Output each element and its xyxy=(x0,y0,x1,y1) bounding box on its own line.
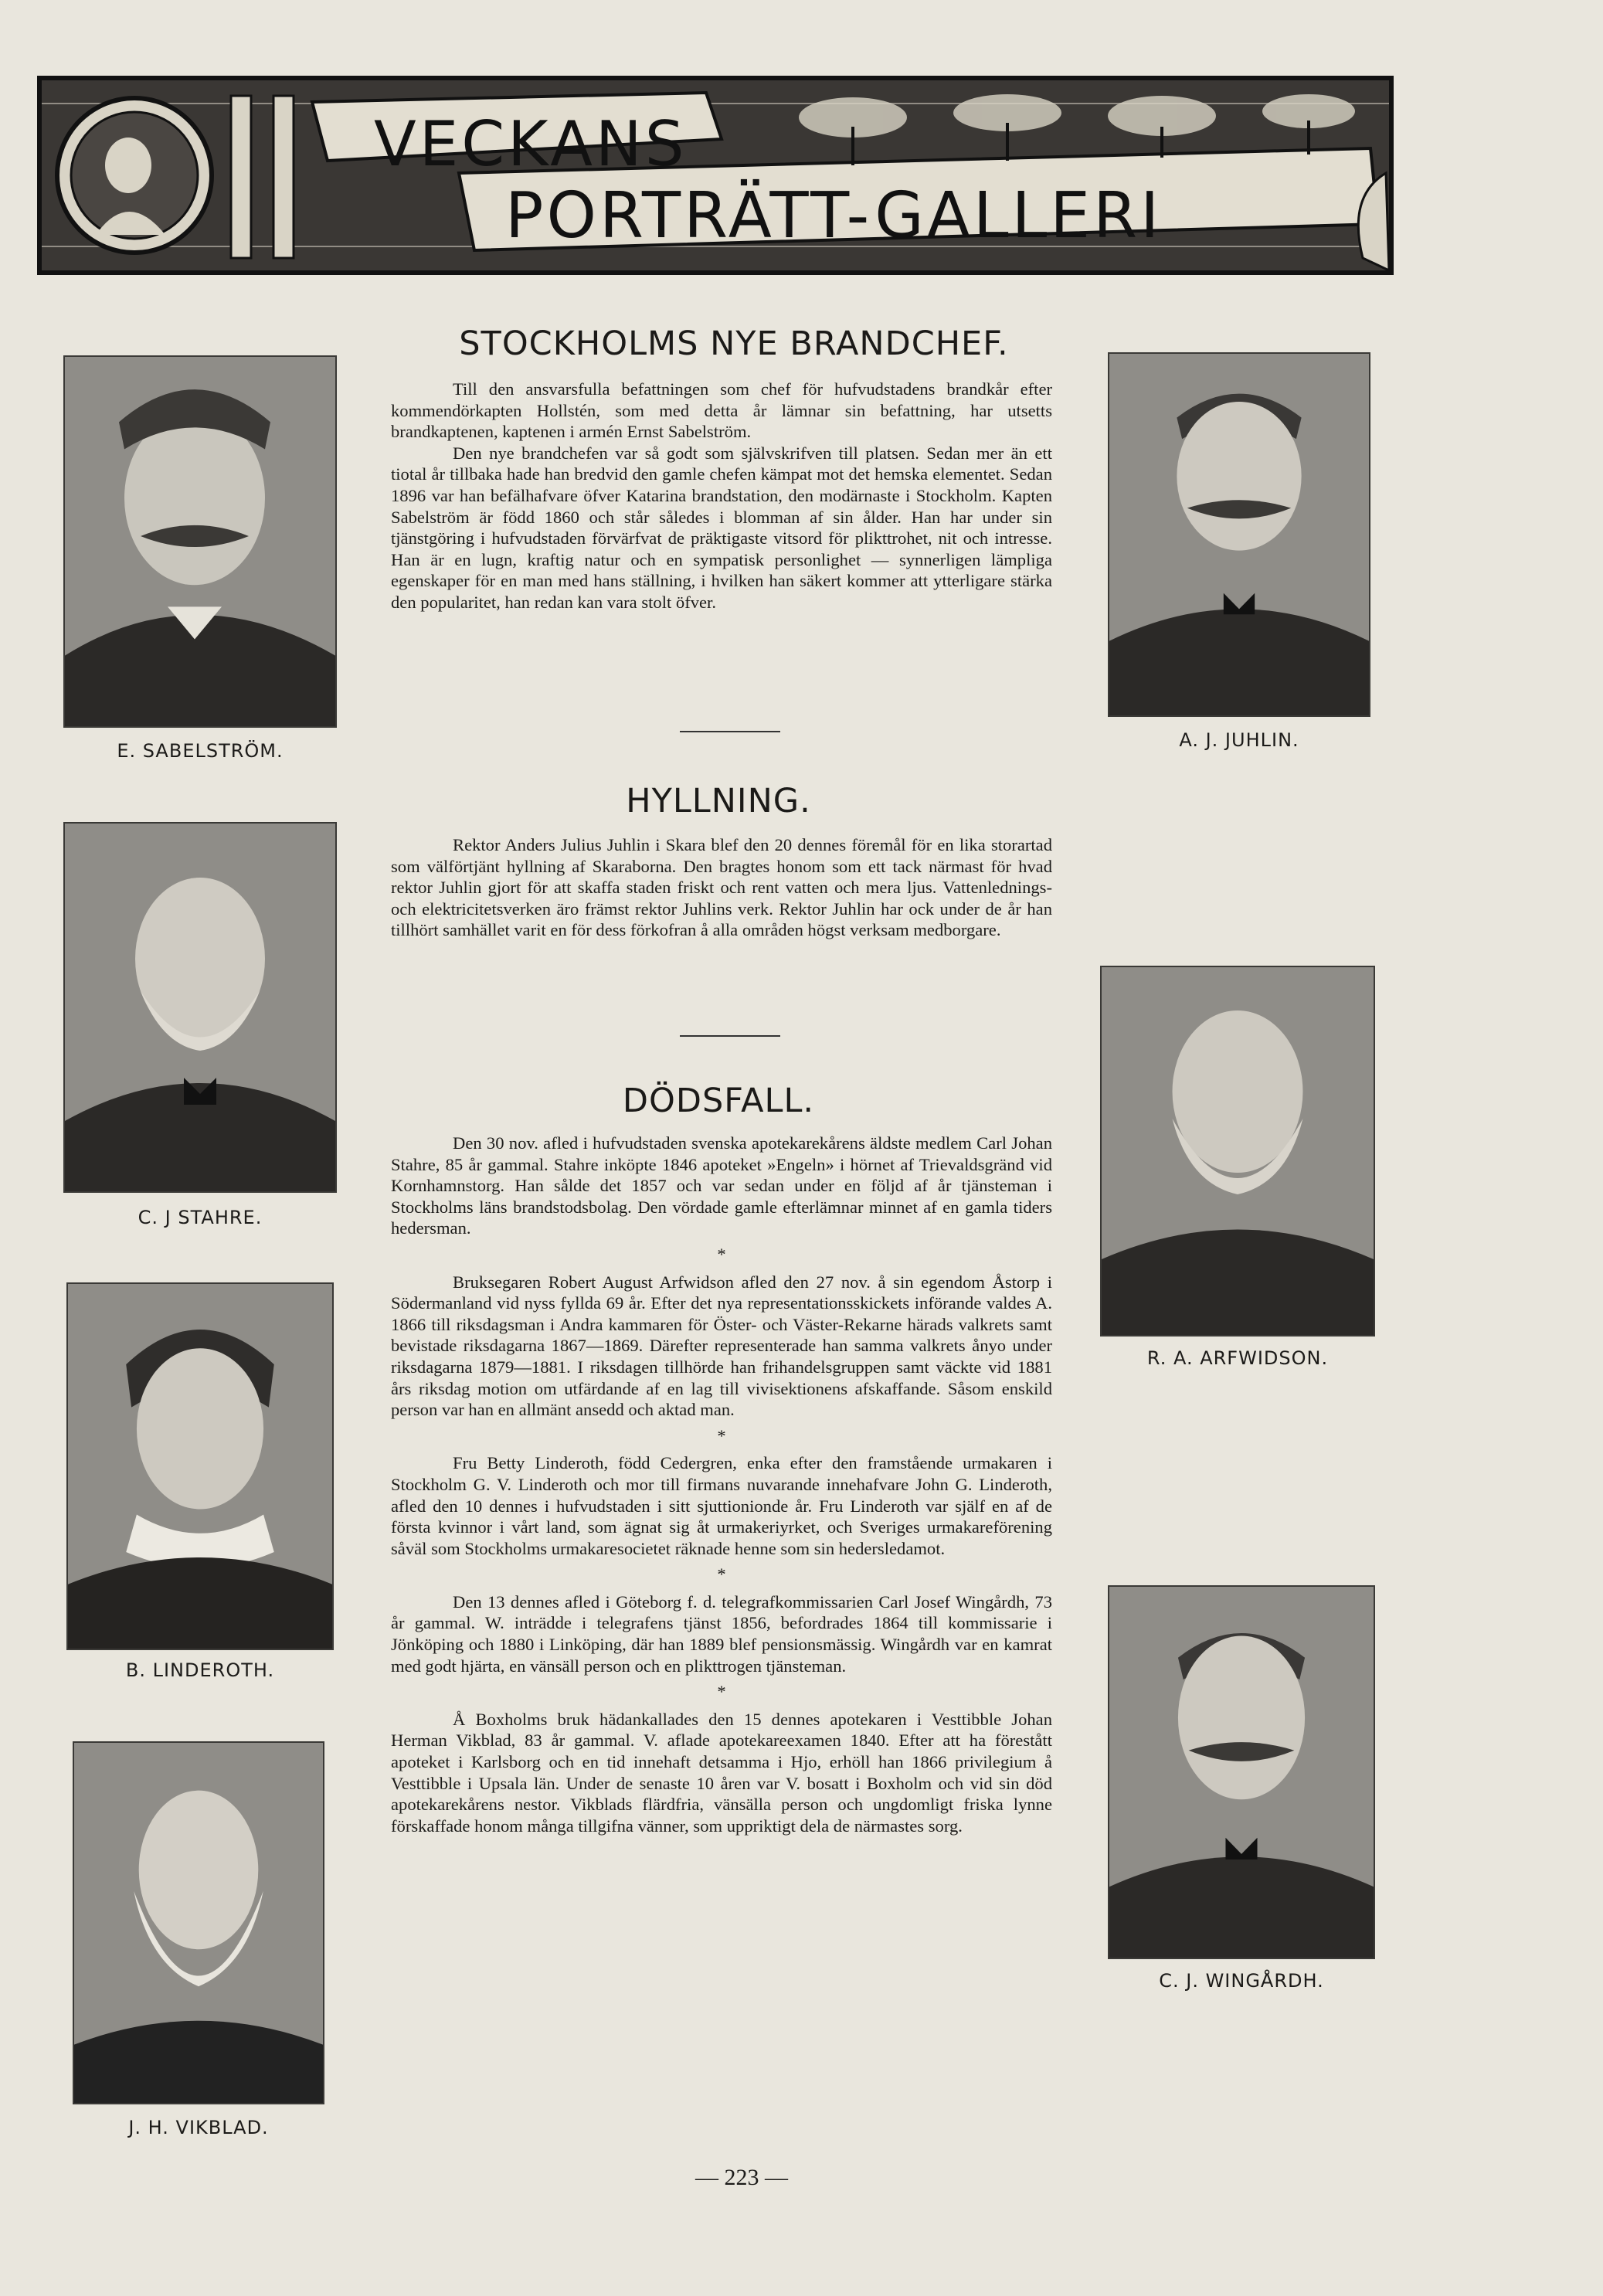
article-heading-hyllning: HYLLNING. xyxy=(626,782,811,820)
article-heading-dodsfall: DÖDSFALL. xyxy=(622,1082,815,1120)
separator-star: * xyxy=(717,1564,726,1584)
paragraph: Den nye brandchefen var så godt som självskrifven till platsen. Sedan mer än ett tiotal år tillbaka hade han bredvid den gamle chefen kämpat mot det hemska elementet. Sedan 1896 var han befälhafvare öfver Katarina brandstation, den modärnaste i Stockholm. Kapten Sabelström är född 1860 och står således i blomman af sin ålder. Han har under sin tjänstgöring i hufvudstaden förvärfvat de präktigaste vitsord för plikttrohet, nit och intresse. Han är en lugn, kraftig natur och en sympatisk personlighet — synnerligen lämpliga egenskaper för en man med hans ställning, i hvilken han säkert kommer att ytterligare stärka den popularitet, han redan kan vara stolt öfver. xyxy=(391,443,1052,612)
portrait-photo-wingardh xyxy=(1108,1585,1375,1959)
paragraph: Bruksegaren Robert August Arfwidson afled den 27 nov. å sin egendom Åstorp i Södermanland vid nyss fyllda 69 år. Efter det nya representationsskickets införande valdes A. 1866 till riksdagsman i Andra kammaren för Öster- och Väster-Rekarne härads valkrets samt bevistade riksdagarna 1867—1869. Därefter representerade han samma valkrets ånyo under riksdagarna 1879—1881. I riksdagen tillhörde han frihandelsgruppen samt väckte vid 1881 års riksdag motion om utfärdande af en lag till vivisektionens afskaffande. Såsom enskild person var han en allmänt ansedd och aktad man. xyxy=(391,1272,1052,1420)
masthead-title-line1: VECKANS xyxy=(374,108,688,180)
paragraph: Fru Betty Linderoth, född Cedergren, enka efter den framstående urmakaren i Stockholm G. V. Linderoth och mor till firmans nuvarande innehafvare John G. Linderoth, afled den 10 dennes i hufvudstaden i sitt sjuttionionde år. Fru Linderoth var själf en af de första kvinnor i vårt land, som ägnat sig åt urmakeriyrket, och Sveriges urmakareförening såväl som Stockholms urmakaresocietet räknade henne som sin hedersledamot. xyxy=(391,1453,1052,1558)
paragraph: Rektor Anders Julius Juhlin i Skara blef den 20 dennes föremål för en lika storartad som välförtjänt hyllning af Skaraborna. Den bragtes honom som ett tack närmast för hvad rektor Juhlin gjort för att skaffa staden friskt och rent vatten och mera ljus. Vattenlednings- och elektricitetsverken äro främst rektor Juhlins verk. Rektor Juhlin har ock under de år han tillhört samhället varit en för dess förkofran å alla områden högst verksam medborgare. xyxy=(391,835,1052,940)
portrait-photo-linderoth xyxy=(66,1282,334,1650)
masthead-title-line2: PORTRÄTT-GALLERI xyxy=(505,179,1163,253)
portrait-caption: E. SABELSTRÖM. xyxy=(117,740,284,762)
page-number: — 223 — xyxy=(695,2165,788,2190)
portrait-photo-arfwidson xyxy=(1100,966,1375,1337)
portrait-caption: B. LINDEROTH. xyxy=(125,1659,275,1681)
paragraph: Den 13 dennes afled i Göteborg f. d. telegrafkommissarien Carl Josef Wingårdh, 73 år gammal. W. inträdde i telegrafens tjänst 1856, befordrades 1864 till kommissarie i Jönköping och 1880 i Linköping, där han 1889 blef pensionsmässig. Wingårdh var en kamrat med godt hjärta, en vänsäll person och en plikttrogen tjänsteman. xyxy=(391,1591,1052,1676)
paragraph: Till den ansvarsfulla befattningen som chef för hufvudstadens brandkår efter kommendörkapten Hollstén, som med detta år lämnar sin befattning, har utsetts brandkaptenen, kaptenen i armén Ernst Sabelström. xyxy=(391,379,1052,442)
separator-star: * xyxy=(717,1425,726,1445)
portrait-photo-sabelstrom xyxy=(63,355,337,728)
portrait-photo-stahre xyxy=(63,822,337,1193)
portrait-photo-juhlin xyxy=(1108,352,1370,717)
portrait-caption: A. J. JUHLIN. xyxy=(1179,729,1299,751)
separator-star: * xyxy=(717,1244,726,1264)
portrait-caption: C. J. WINGÅRDH. xyxy=(1159,1970,1324,1992)
section-divider xyxy=(680,1035,780,1037)
article-body-dodsfall xyxy=(391,1133,1052,1836)
article-heading-brandchef: STOCKHOLMS NYE BRANDCHEF. xyxy=(459,324,1009,363)
portrait-caption: J. H. VIKBLAD. xyxy=(128,2117,269,2138)
article-body-hyllning xyxy=(391,834,1052,941)
portrait-photo-vikblad xyxy=(73,1741,324,2104)
separator-star: * xyxy=(717,1682,726,1702)
paragraph: Å Boxholms bruk hädankallades den 15 dennes apotekaren i Vesttibble Johan Herman Vikblad, 83 år gammal. V. aflade apotekareexamen 1840. Efter att ha förestått apoteket i Karlsborg och en tid innehaft detsamma i Hjo, erhöll han 1866 privilegium å Vesttibble i Upsala län. Under de senaste 10 åren var V. bosatt i Boxholm och vid sin död apotekarekårens nestor. Vikblads flärdfria, vänsälla person och ungdomligt friska lynne förskaffade honom många tillgifna vänner, som uppriktigt dela de närmastes sorg. xyxy=(391,1709,1052,1836)
portrait-caption: C. J STAHRE. xyxy=(138,1207,263,1228)
section-divider xyxy=(680,731,780,732)
masthead-banner xyxy=(37,76,1394,275)
portrait-caption: R. A. ARFWIDSON. xyxy=(1146,1347,1329,1369)
paragraph: Den 30 nov. afled i hufvudstaden svenska apotekarekårens äldste medlem Carl Johan Stahre, 85 år gammal. Stahre inköpte 1846 apoteket »Engeln» i hörnet af Trievaldsgränd vid Kornhamnstorg. Han sålde det 1857 och var sedan under en följd af år tjänsteman i Stockholms läns brandstodsbolag. Den vördade gamle efterlämnar minnet af en gamla tiders hedersman. xyxy=(391,1133,1052,1238)
article-body-brandchef xyxy=(391,379,1052,613)
